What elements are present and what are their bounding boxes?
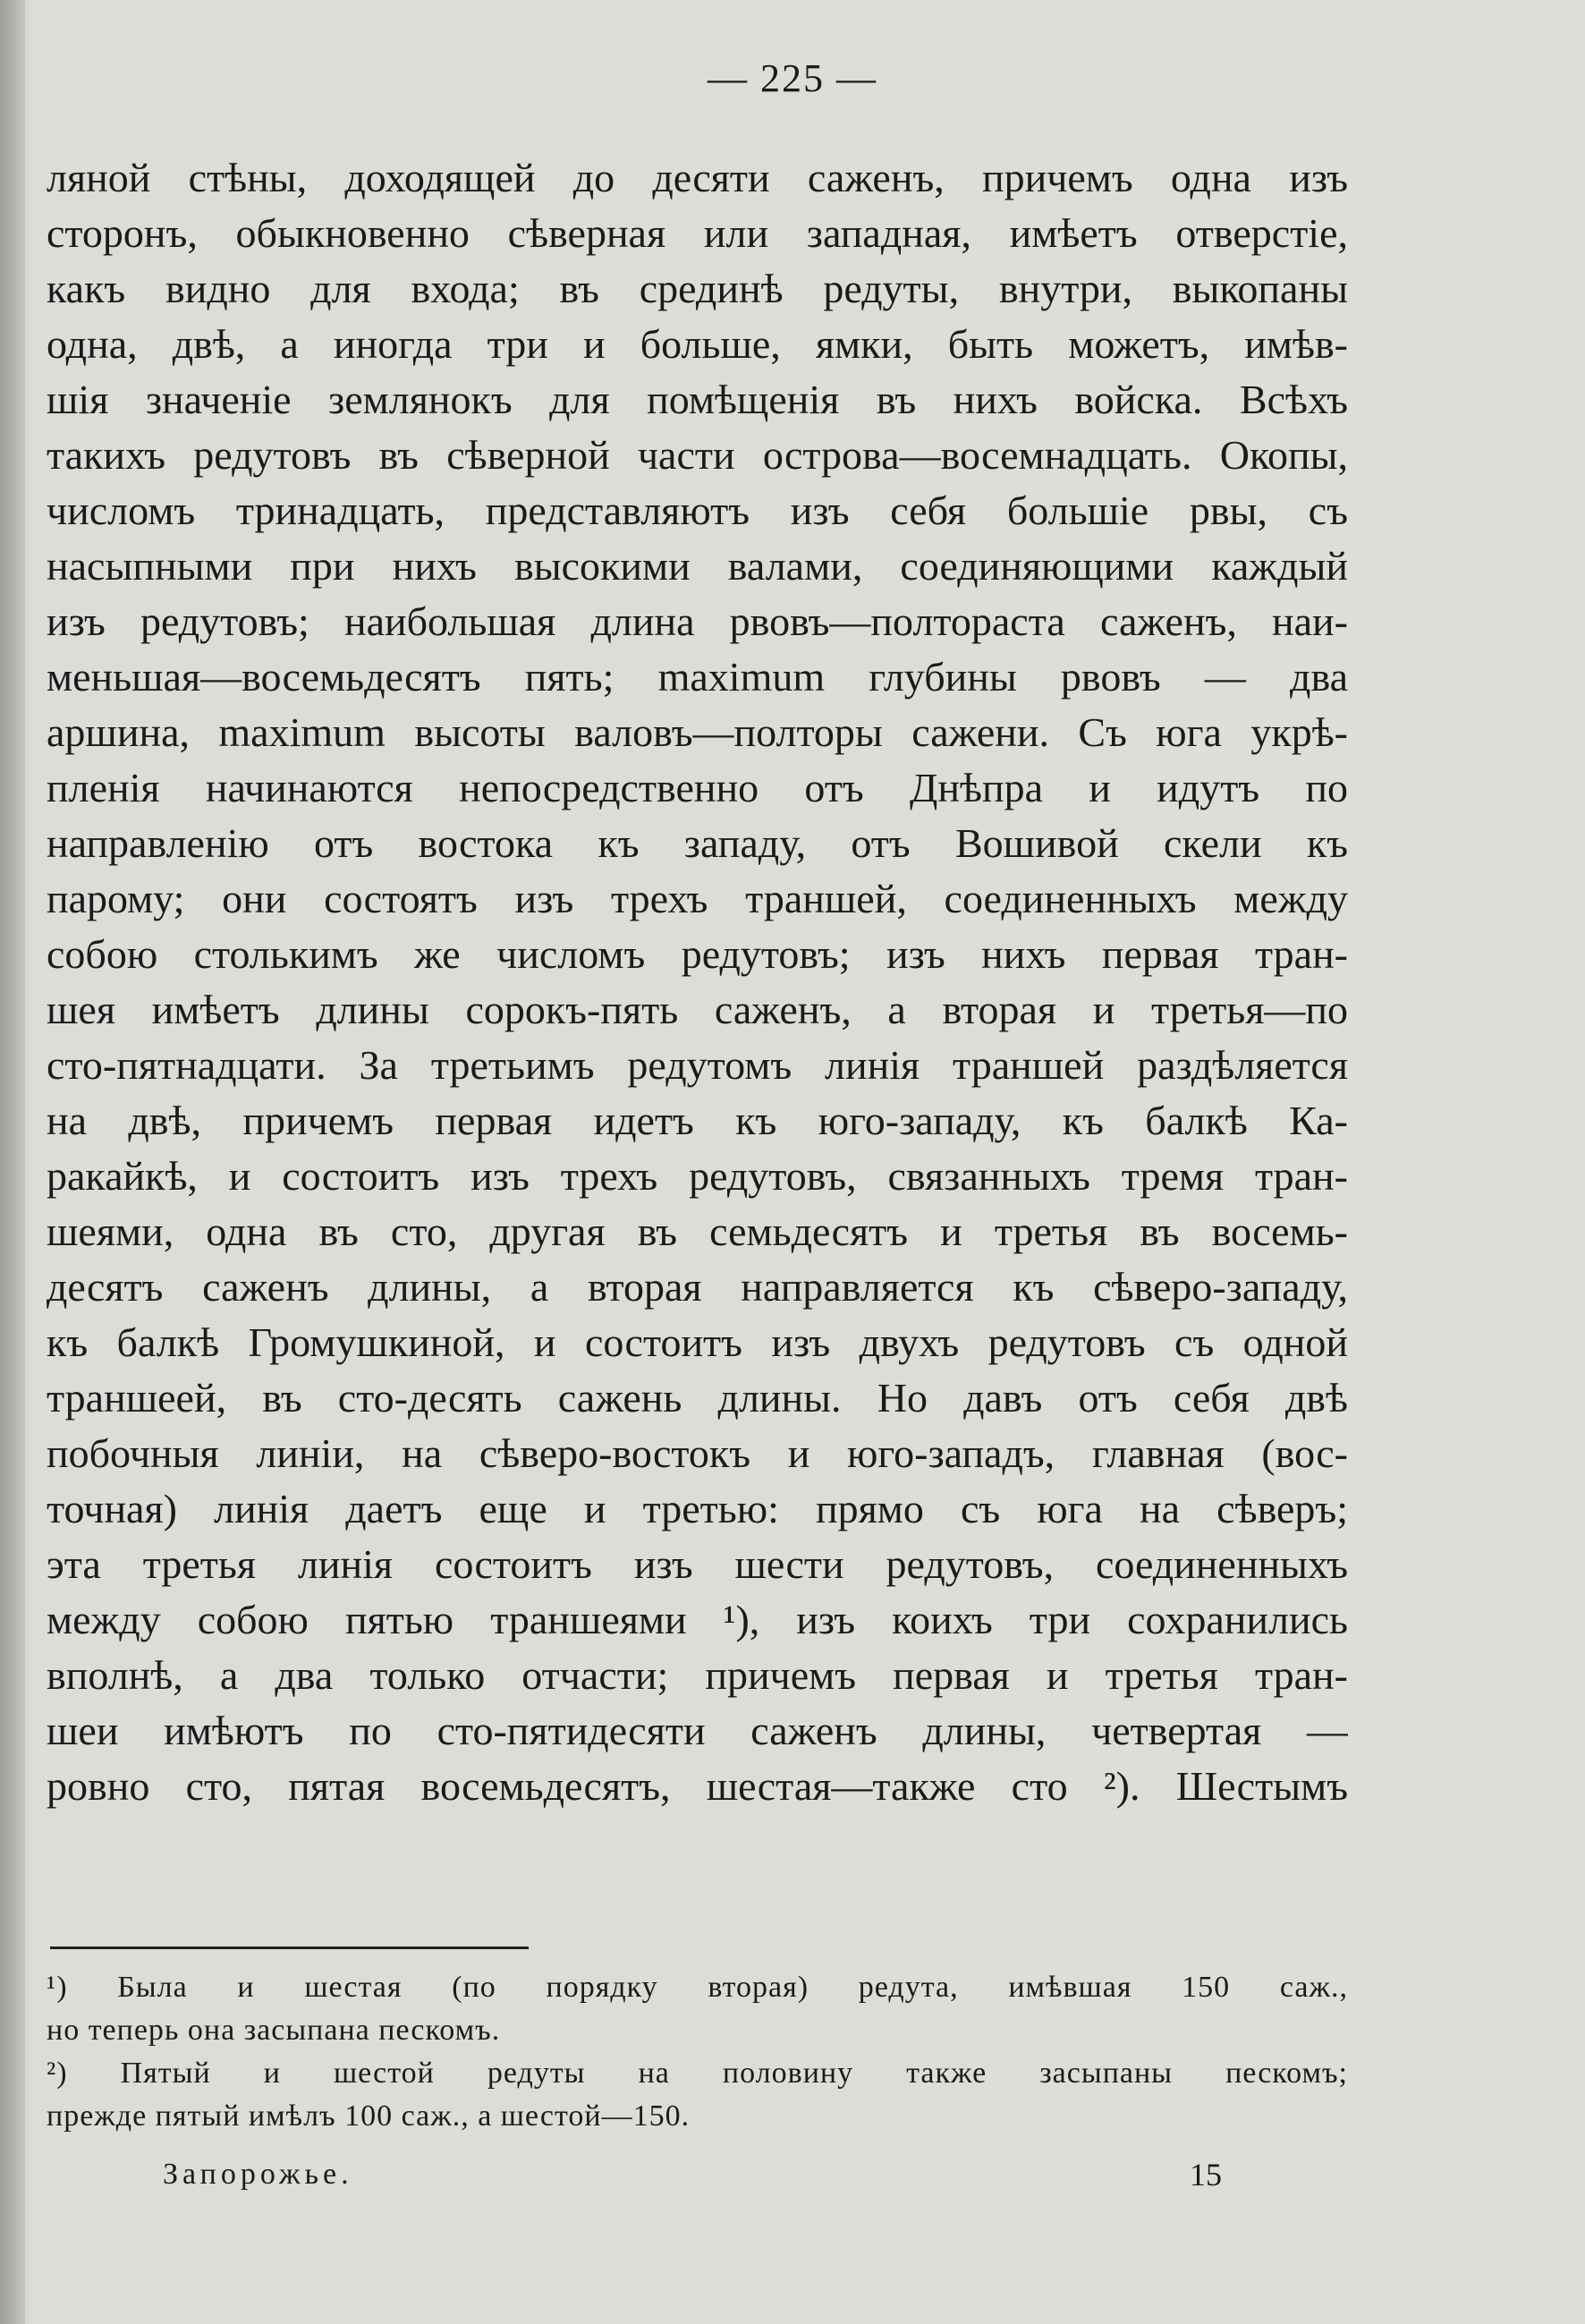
text-line: точная) линія даетъ еще и третью: прямо съ юга на сѣверъ;	[47, 1486, 1348, 1531]
text-line: на двѣ, причемъ первая идетъ къ юго-западу, къ балкѣ Ка-	[47, 1098, 1348, 1143]
text-line: парому; они состоятъ изъ трехъ траншей, соединенныхъ между	[47, 876, 1348, 921]
text-line: ляной стѣны, доходящей до десяти саженъ, причемъ одна изъ	[47, 155, 1348, 200]
footnote-1-line-2: но теперь она засыпана пескомъ.	[47, 2014, 501, 2047]
text-line: такихъ редутовъ въ сѣверной части острова—восемнадцать. Окопы,	[47, 432, 1348, 478]
signature-mark: Запорожье.	[163, 2158, 353, 2191]
main-text	[47, 150, 1348, 1814]
text-line: вполнѣ, а два только отчасти; причемъ первая и третья тран-	[47, 1652, 1348, 1698]
text-line: меньшая—восемьдесятъ пять; maximum глубины рвовъ — два	[47, 654, 1348, 700]
text-line: эта третья линія состоитъ изъ шести редутовъ, соединенныхъ	[47, 1541, 1348, 1587]
footnote-2-line-2: прежде пятый имѣлъ 100 саж., а шестой—150.	[47, 2099, 691, 2133]
text-line: изъ редутовъ; наибольшая длина рвовъ—полтораста саженъ, наи-	[47, 598, 1348, 644]
footnote-1-line-1: ¹) Была и шестая (по порядку вторая) редута, имѣвшая 150 саж.,	[47, 1971, 1348, 2004]
footnote-separator	[50, 1947, 529, 1949]
text-line: ракайкѣ, и состоитъ изъ трехъ редутовъ, связанныхъ тремя тран-	[47, 1153, 1348, 1199]
text-line: траншеей, въ сто-десять сажень длины. Но давъ отъ себя двѣ	[47, 1375, 1348, 1421]
text-line: сторонъ, обыкновенно сѣверная или западная, имѣетъ отверстіе,	[47, 210, 1348, 256]
text-line: направленію отъ востока къ западу, отъ Вошивой скели къ	[47, 820, 1348, 866]
text-line: между собою пятью траншеями ¹), изъ коихъ три сохранились	[47, 1597, 1348, 1642]
page-number: — 225 —	[708, 56, 877, 100]
footnotes	[47, 1966, 1348, 2138]
sheet-number: 15	[1190, 2157, 1222, 2193]
text-line: собою столькимъ же числомъ редутовъ; изъ нихъ первая тран-	[47, 931, 1348, 977]
text-line: одна, двѣ, а иногда три и больше, ямки, быть можетъ, имѣв-	[47, 321, 1348, 367]
text-line: шеями, одна въ сто, другая въ семьдесятъ и третья въ восемь-	[47, 1209, 1348, 1254]
text-line: ровно сто, пятая восемьдесятъ, шестая—также сто ²). Шестымъ	[47, 1763, 1348, 1809]
text-line: аршина, maximum высоты валовъ—полторы сажени. Съ юга укрѣ-	[47, 709, 1348, 755]
text-line: какъ видно для входа; въ срединѣ редуты, внутри, выкопаны	[47, 266, 1348, 311]
text-line: сто-пятнадцати. За третьимъ редутомъ линія траншей раздѣляется	[47, 1042, 1348, 1088]
text-line: десятъ саженъ длины, а вторая направляется къ сѣверо-западу,	[47, 1264, 1348, 1310]
text-line: насыпными при нихъ высокими валами, соединяющими каждый	[47, 543, 1348, 589]
text-line: пленія начинаются непосредственно отъ Днѣпра и идутъ по	[47, 765, 1348, 810]
text-line: шея имѣетъ длины сорокъ-пять саженъ, а вторая и третья—по	[47, 987, 1348, 1032]
footnote-2-line-1: ²) Пятый и шестой редуты на половину также засыпаны пескомъ;	[47, 2057, 1348, 2090]
binding-gutter	[0, 0, 25, 2324]
text-line: побочныя линіи, на сѣверо-востокъ и юго-западъ, главная (вос-	[47, 1430, 1348, 1476]
text-line: числомъ тринадцать, представляютъ изъ себя большіе рвы, съ	[47, 488, 1348, 533]
text-line: шія значеніе землянокъ для помѣщенія въ нихъ войска. Всѣхъ	[47, 377, 1348, 422]
text-line: къ балкѣ Громушкиной, и состоитъ изъ двухъ редутовъ съ одной	[47, 1319, 1348, 1365]
text-line: шеи имѣютъ по сто-пятидесяти саженъ длины, четвертая —	[47, 1708, 1348, 1753]
